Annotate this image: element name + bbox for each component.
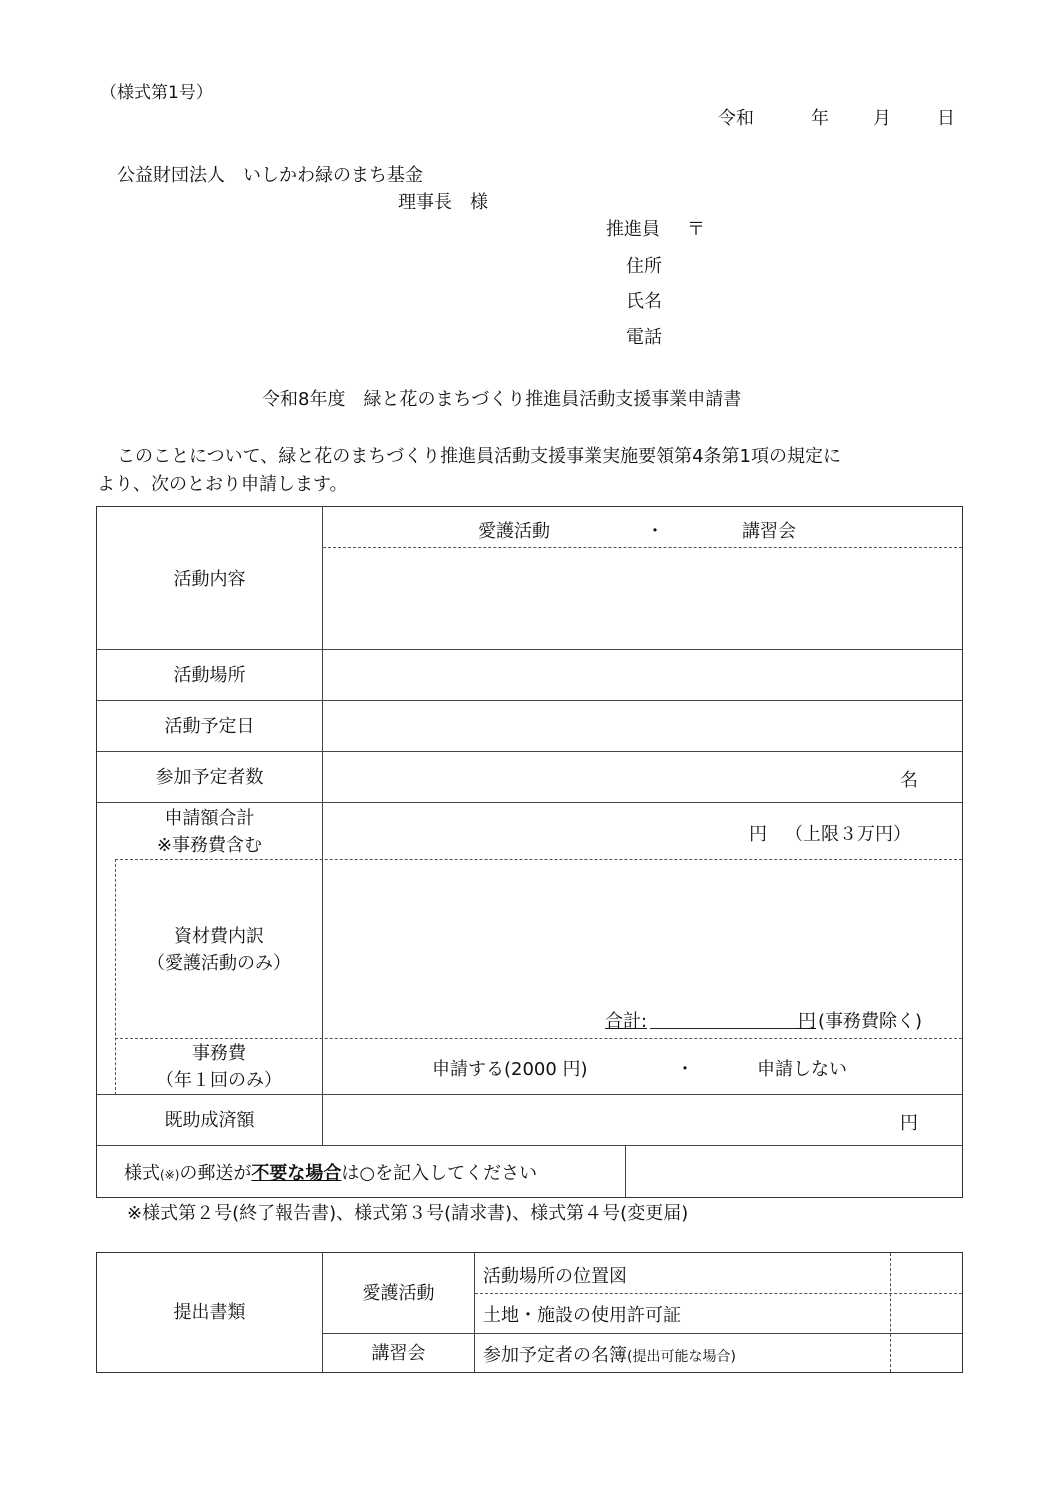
prior-grant-label: 既助成済額 (164, 1110, 255, 1131)
row-divider (97, 802, 962, 803)
footnote: ※様式第２号(終了報告書)、様式第３号(請求書)、様式第４号(変更届) (127, 1203, 689, 1224)
row-divider (97, 1094, 962, 1095)
column-divider (322, 506, 323, 1146)
amount-total-label-line2: ※事務費含む (156, 835, 263, 856)
amount-total-label (97, 805, 322, 859)
mail-text-suffix: は○を記入してください (341, 1163, 538, 1184)
row-divider (97, 1145, 962, 1146)
mail-text-mid: の郵送が (179, 1163, 252, 1184)
participants-unit: 名 (900, 770, 918, 791)
subsection-divider (115, 859, 962, 860)
mail-not-needed-text (124, 1159, 537, 1185)
group-divider (323, 1333, 962, 1334)
doc-item-participant-list-note: (提出可能な場合) (627, 1349, 736, 1365)
activity-option-aigo[interactable]: 愛護活動 (478, 521, 550, 542)
doc-check-location-map[interactable] (893, 1255, 960, 1291)
date-era: 令和 (718, 108, 754, 129)
intro-line-1: このことについて、緑と花のまちづくり推進員活動支援事業実施要領第4条第1項の規定に (117, 446, 841, 467)
doc-group-aigo: 愛護活動 (362, 1283, 435, 1304)
doc-item-usage-permit: 土地・施設の使用許可証 (483, 1305, 681, 1326)
activity-content-label: 活動内容 (173, 569, 246, 590)
date-month: 月 (873, 108, 891, 129)
activity-option-divider (323, 547, 962, 548)
doc-check-participant-list[interactable] (893, 1336, 960, 1371)
item-divider (475, 1293, 962, 1294)
doc-item-location-map: 活動場所の位置図 (483, 1266, 627, 1287)
materials-label (116, 923, 322, 977)
mail-text-prefix: 様式 (124, 1163, 160, 1184)
activity-place-field[interactable] (325, 652, 960, 699)
participants-field[interactable] (325, 754, 895, 801)
activity-place-label: 活動場所 (173, 665, 246, 686)
checkbox-column-divider (890, 1253, 891, 1372)
doc-check-usage-permit[interactable] (893, 1295, 960, 1331)
mail-text-mark: (※) (160, 1168, 180, 1182)
prior-grant-field[interactable] (325, 1097, 895, 1144)
date-day: 日 (937, 108, 955, 129)
prior-grant-unit: 円 (900, 1113, 918, 1134)
amount-total-field[interactable] (325, 806, 745, 856)
applicant-role-label: 推進員 (606, 219, 660, 240)
amount-limit-note: （上限３万円） (785, 824, 911, 845)
recipient-org: 公益財団法人 いしかわ緑のまち基金 (117, 165, 423, 186)
activity-option-separator: ・ (646, 521, 664, 542)
column-divider (625, 1146, 626, 1197)
office-fee-separator: ・ (676, 1059, 694, 1080)
doc-group-koshukai: 講習会 (371, 1343, 426, 1364)
amount-total-unit: 円 (749, 824, 767, 845)
address-label: 住所 (626, 256, 662, 277)
intro-line-2: より、次のとおり申請します。 (97, 474, 348, 495)
postal-mark: 〒 (687, 219, 705, 240)
document-title: 令和8年度 緑と花のまちづくり推進員活動支援事業申請書 (262, 389, 742, 410)
office-fee-label-line2: （年１回のみ） (156, 1070, 282, 1091)
activity-option-koshukai[interactable]: 講習会 (742, 521, 796, 542)
activity-date-label: 活動予定日 (164, 716, 255, 737)
subsection-divider (115, 1038, 962, 1039)
recipient-title: 理事長 様 (398, 192, 488, 213)
materials-total-label: 合計: (605, 1011, 648, 1032)
office-fee-option-apply[interactable]: 申請する(2000 円) (432, 1059, 588, 1080)
column-divider (474, 1252, 475, 1373)
doc-item-participant-list (483, 1341, 736, 1367)
doc-item-participant-list-text: 参加予定者の名簿 (483, 1345, 627, 1366)
activity-content-field[interactable] (325, 550, 960, 647)
office-fee-option-not-apply[interactable]: 申請しない (757, 1059, 847, 1080)
row-divider (97, 700, 962, 701)
name-label: 氏名 (626, 291, 662, 312)
materials-breakdown-field[interactable] (325, 862, 960, 1002)
materials-label-line2: （愛護活動のみ） (147, 953, 291, 974)
form-number: （様式第1号） (100, 83, 213, 103)
row-divider (97, 751, 962, 752)
mail-not-needed-field[interactable] (628, 1148, 960, 1195)
office-fee-label (116, 1040, 322, 1094)
date-year: 年 (811, 108, 829, 129)
materials-total-unit: 円 (798, 1011, 816, 1032)
documents-label: 提出書類 (173, 1302, 246, 1323)
activity-date-field[interactable] (325, 703, 960, 750)
amount-total-label-line1: 申請額合計 (164, 808, 255, 829)
materials-label-line1: 資材費内訳 (174, 926, 264, 947)
materials-total-underline[interactable] (650, 1028, 798, 1029)
row-divider (97, 649, 962, 650)
materials-total-note: (事務費除く) (818, 1011, 923, 1032)
office-fee-label-line1: 事務費 (192, 1043, 246, 1064)
mail-text-bold: 不要な場合 (251, 1163, 342, 1184)
participants-label: 参加予定者数 (155, 767, 264, 788)
phone-label: 電話 (626, 327, 662, 348)
